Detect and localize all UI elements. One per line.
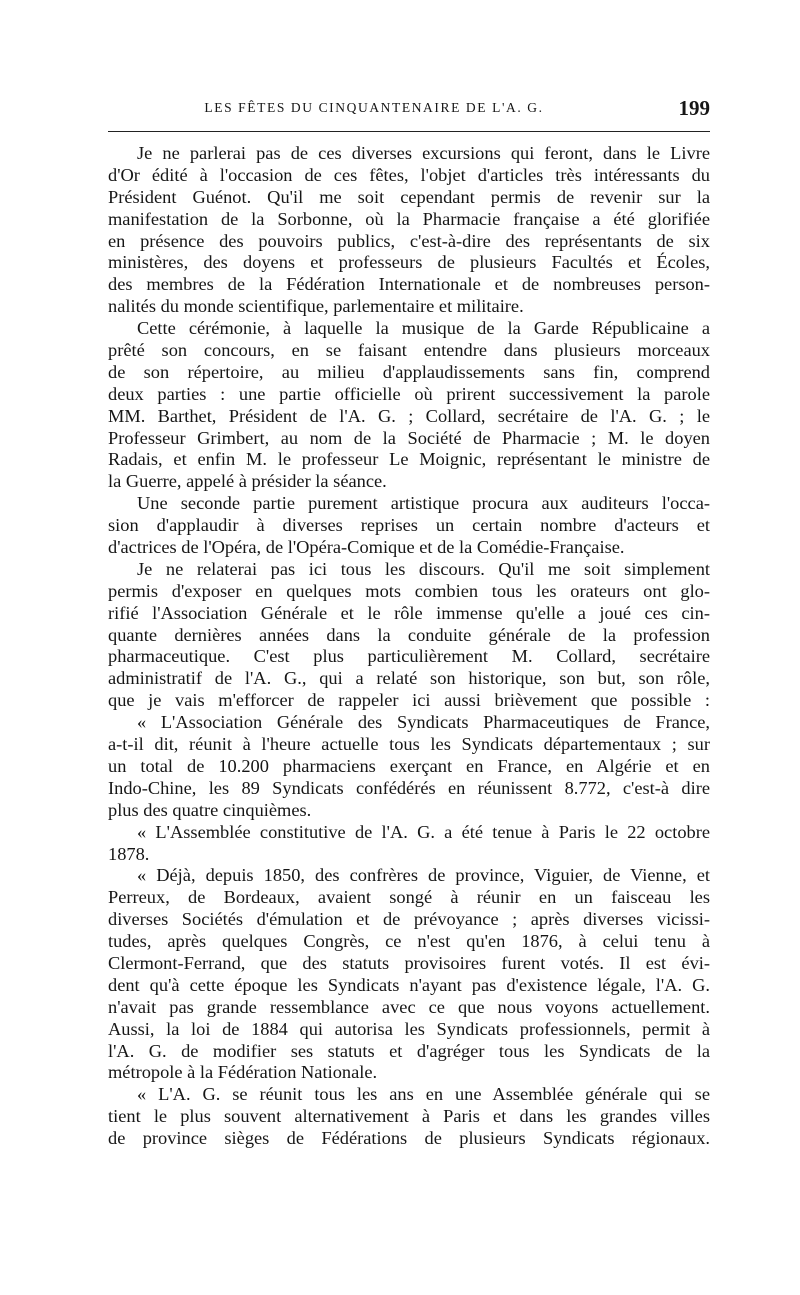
text-line: d'actrices de l'Opéra, de l'Opéra-Comique et de la Comédie-Française. — [108, 537, 625, 558]
text-line: un total de 10.200 pharmaciens exerçant en France, en Algérie et en — [108, 755, 710, 776]
text-line: Clermont-Ferrand, que des statuts provisoires furent votés. Il est évi- — [108, 952, 710, 973]
text-line: Radais, et enfin M. le professeur Le Moignic, représentant le ministre de — [108, 449, 710, 470]
text-line: Indo-Chine, les 89 Syndicats confédérés en réunissent 8.772, c'est-à dire — [108, 777, 710, 798]
running-title: LES FÊTES DU CINQUANTENAIRE DE L'A. G. — [204, 100, 544, 115]
text-line: pharmaceutique. C'est plus particulièrement M. Collard, secrétaire — [108, 646, 710, 667]
text-line: des membres de la Fédération Internationale et de nombreuses person- — [108, 274, 710, 295]
text-line: en présence des pouvoirs publics, c'est-à-dire des représentants de six — [108, 230, 710, 251]
text-line: Aussi, la loi de 1884 qui autorisa les Syndicats professionnels, permit à — [108, 1018, 710, 1039]
text-line: sion d'applaudir à diverses reprises un certain nombre d'acteurs et — [108, 515, 710, 536]
text-line: permis d'exposer en quelques mots combien tous les orateurs ont glo- — [108, 580, 710, 601]
text-line: tudes, après quelques Congrès, ce n'est qu'en 1876, à celui tenu à — [108, 931, 710, 952]
text-line: « L'Association Générale des Syndicats Pharmaceutiques de France, — [137, 712, 710, 733]
text-line: « L'A. G. se réunit tous les ans en une Assemblée générale qui se — [137, 1084, 710, 1105]
text-line: l'A. G. de modifier ses statuts et d'agréger tous les Syndicats de la — [108, 1040, 710, 1061]
text-line: dent qu'à cette époque les Syndicats n'ayant pas d'existence légale, l'A. G. — [108, 974, 710, 995]
text-line: métropole à la Fédération Nationale. — [108, 1062, 378, 1083]
running-head — [108, 96, 710, 126]
text-line: Une seconde partie purement artistique procura aux auditeurs l'occa- — [137, 493, 710, 514]
text-line: plus des quatre cinquièmes. — [108, 799, 312, 820]
text-line: la Guerre, appelé à présider la séance. — [108, 471, 387, 492]
text-line: Président Guénot. Qu'il me soit cependant permis de revenir sur la — [108, 186, 710, 207]
text-line: tient le plus souvent alternativement à Paris et dans les grandes villes — [108, 1106, 710, 1127]
text-line: de province sièges de Fédérations de plusieurs Syndicats régionaux. — [108, 1128, 710, 1149]
text-line: Perreux, de Bordeaux, avaient songé à réunir en un faisceau les — [108, 887, 710, 908]
text-line: prêté son concours, en se faisant entendre dans plusieurs morceaux — [108, 340, 710, 361]
text-line: n'avait pas grande ressemblance avec ce que nous voyons actuellement. — [108, 996, 710, 1017]
page-number: 199 — [678, 96, 710, 120]
text-line: MM. Barthet, Président de l'A. G. ; Collard, secrétaire de l'A. G. ; le — [108, 405, 710, 426]
text-line: ministères, des doyens et professeurs de plusieurs Facultés et Écoles, — [108, 252, 710, 273]
text-line: quante dernières années dans la conduite générale de la profession — [108, 624, 710, 645]
text-line: Je ne relaterai pas ici tous les discours. Qu'il me soit simplement — [137, 558, 710, 579]
text-line: que je vais m'efforcer de rappeler ici aussi brièvement que possible : — [108, 690, 710, 711]
text-line: rifié l'Association Générale et le rôle immense qu'elle a joué ces cin- — [108, 602, 710, 623]
text-line: de son répertoire, au milieu d'applaudissements sans fin, comprend — [108, 361, 710, 382]
text-line: Cette cérémonie, à laquelle la musique de la Garde Républicaine a — [137, 318, 710, 339]
text-line: « Déjà, depuis 1850, des confrères de province, Viguier, de Vienne, et — [137, 865, 710, 886]
text-line: Professeur Grimbert, au nom de la Société de Pharmacie ; M. le doyen — [108, 427, 710, 448]
text-line: Je ne parlerai pas de ces diverses excursions qui feront, dans le Livre — [137, 143, 710, 163]
text-line: d'Or édité à l'occasion de ces fêtes, l'objet d'articles très intéressants du — [108, 164, 710, 185]
text-line: manifestation de la Sorbonne, où la Pharmacie française a été glorifiée — [108, 208, 710, 229]
text-line: nalités du monde scientifique, parlementaire et militaire. — [108, 296, 524, 317]
text-line: 1878. — [108, 843, 150, 864]
text-line: a-t-il dit, réunit à l'heure actuelle tous les Syndicats départementaux ; sur — [108, 734, 710, 755]
text-line: administratif de l'A. G., qui a relaté son historique, son but, son rôle, — [108, 668, 710, 689]
header-rule — [108, 131, 710, 132]
text-line: diverses Sociétés d'émulation et de prévoyance ; après diverses vicissi- — [108, 909, 710, 930]
text-line: deux parties : une partie officielle où prirent successivement la parole — [108, 383, 710, 404]
text-line: « L'Assemblée constitutive de l'A. G. a été tenue à Paris le 22 octobre — [137, 821, 710, 842]
body-text — [108, 143, 710, 1150]
